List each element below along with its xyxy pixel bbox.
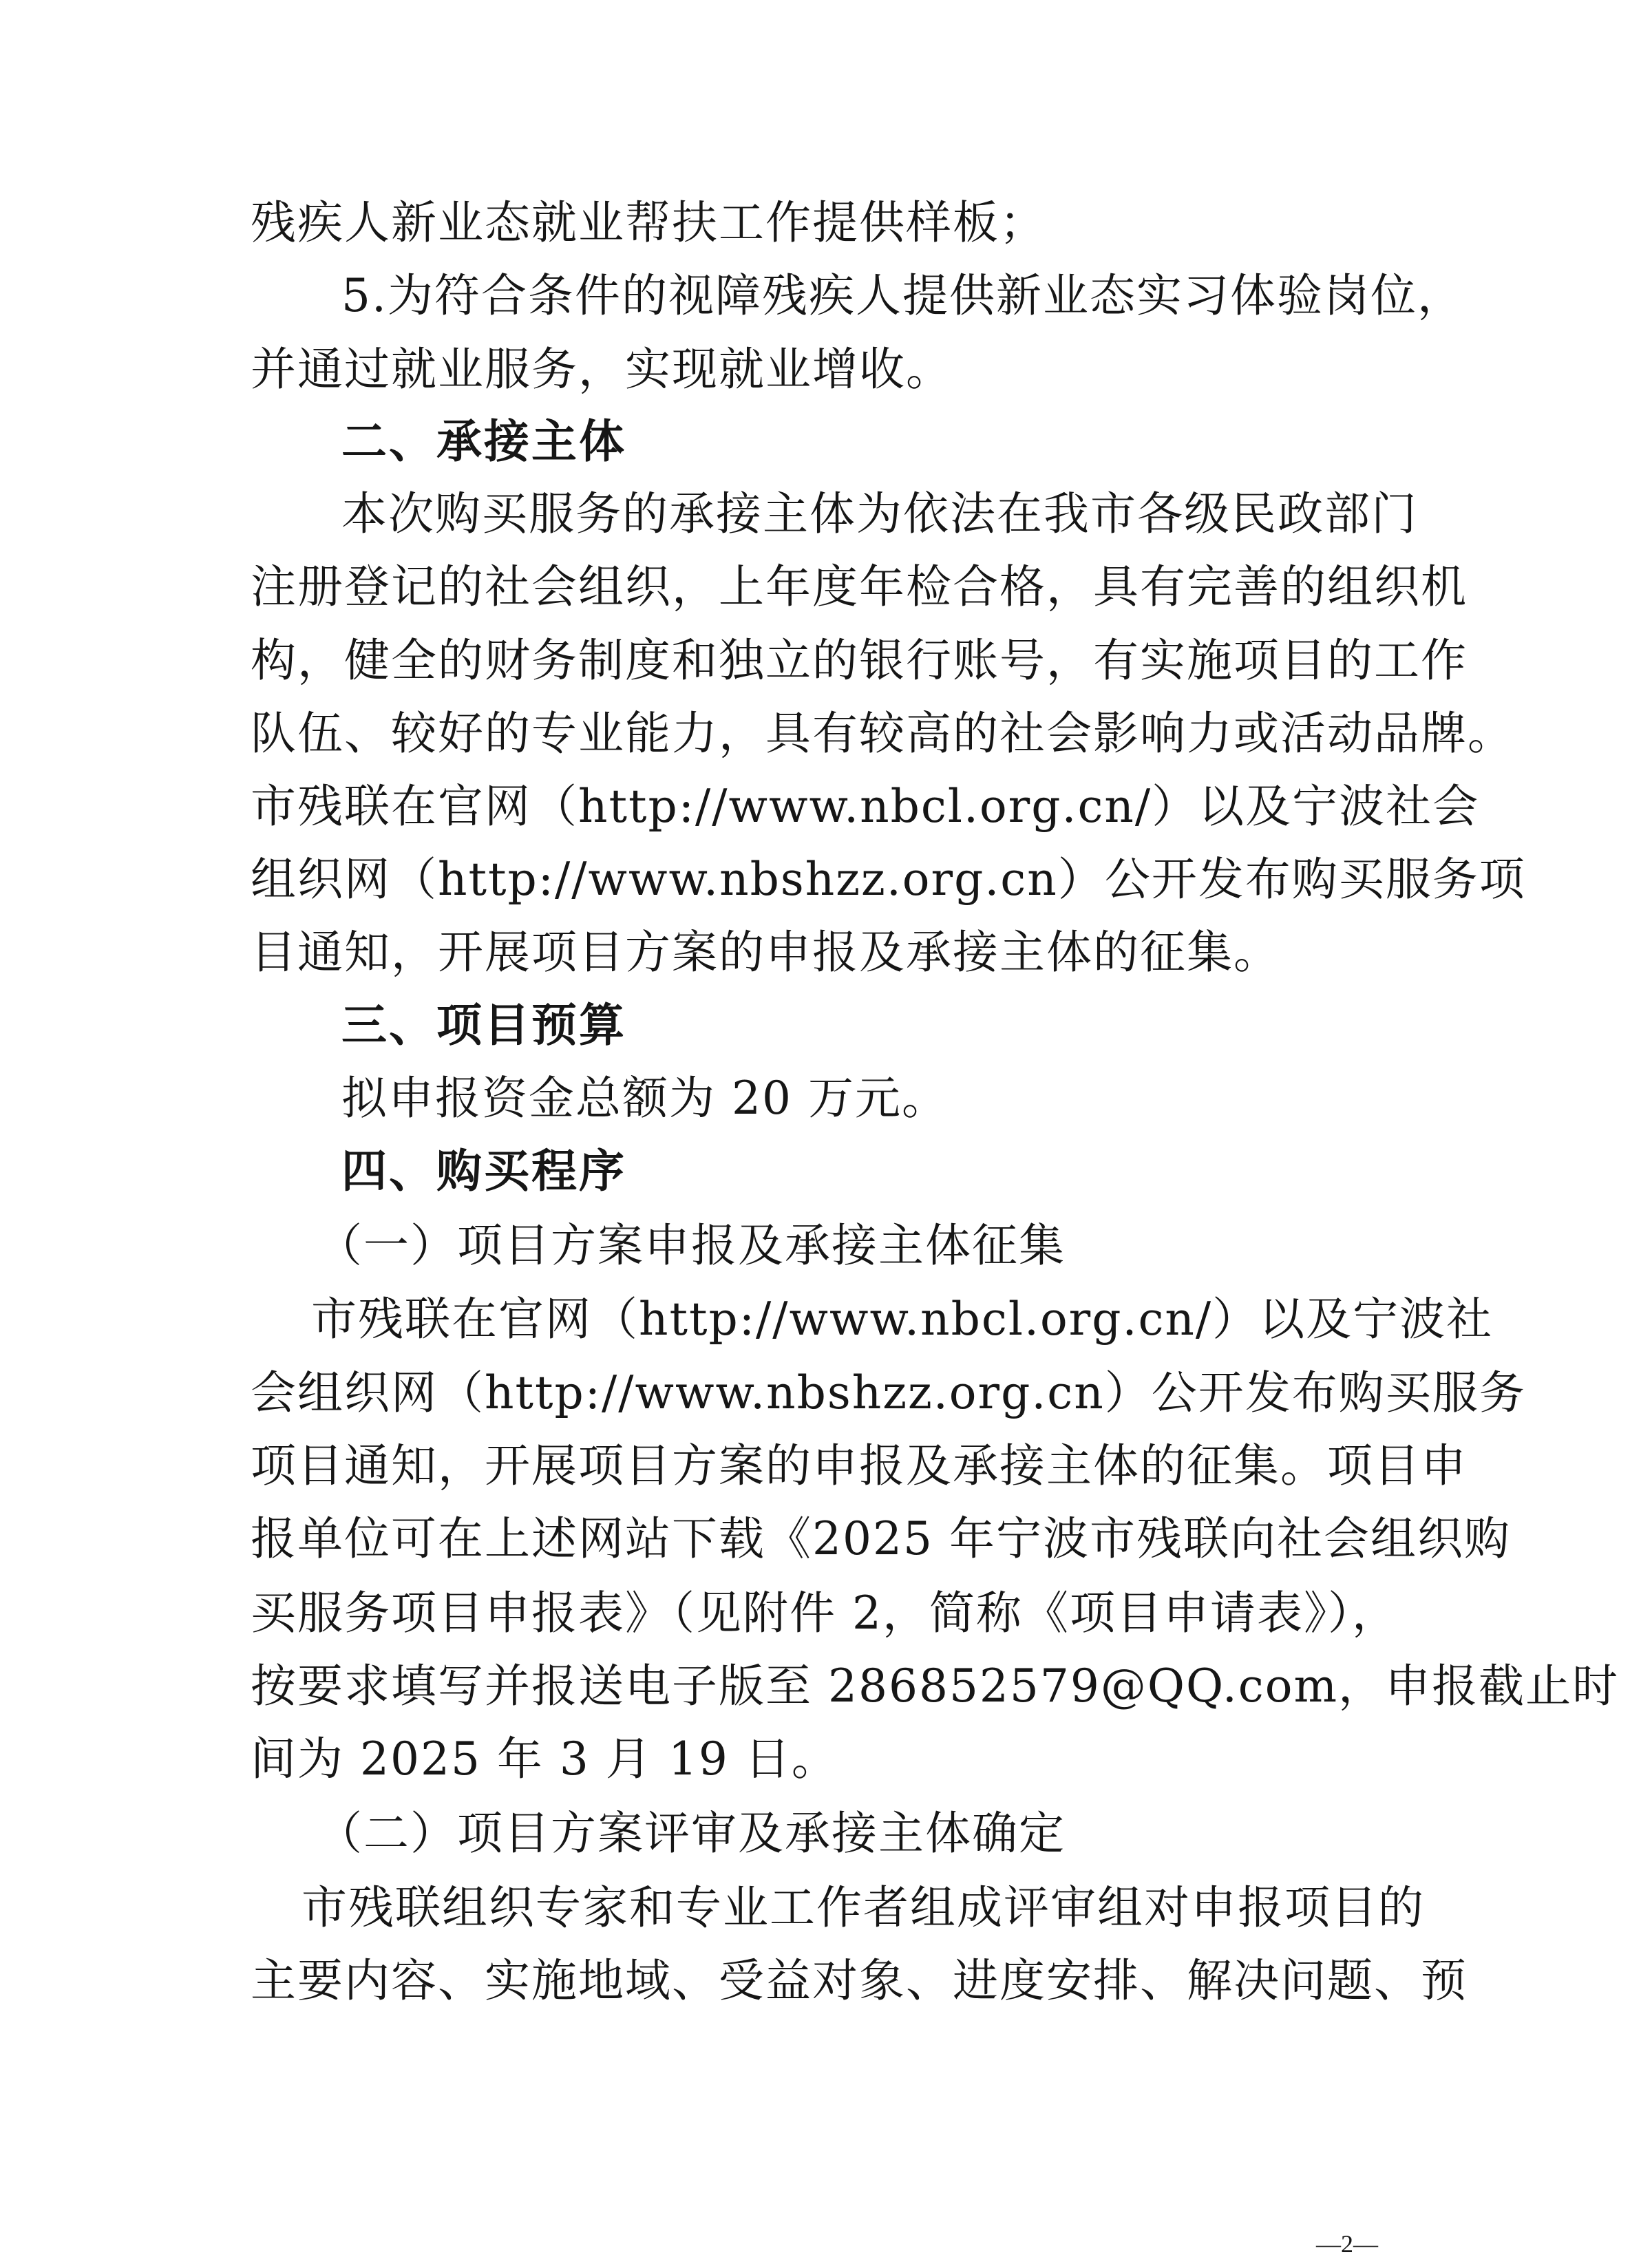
body-line-7: 构，健全的财务制度和独立的银行账号，有实施项目的工作: [251, 634, 1468, 687]
body-line-25: 主要内容、实施地域、受益对象、进度安排、解决问题、预: [251, 1954, 1468, 2007]
body-line-1: 残疾人新业态就业帮扶工作提供样板；: [251, 196, 1046, 249]
body-line-21: 按要求填写并报送电子版至 286852579@QQ.com，申报截止时: [251, 1660, 1620, 1713]
section-heading-3: 三、项目预算: [341, 999, 626, 1052]
body-line-20: 买服务项目申报表》（见附件 2，简称《项目申请表》），: [251, 1587, 1399, 1640]
body-line-10: 组织网（http://www.nbshzz.org.cn）公开发布购买服务项: [251, 853, 1526, 906]
body-line-8: 队伍、较好的专业能力，具有较高的社会影响力或活动品牌。: [251, 707, 1514, 760]
body-line-13: 拟申报资金总额为 20 万元。: [341, 1072, 949, 1125]
body-line-2: 5.为符合条件的视障残疾人提供新业态实习体验岗位，: [341, 269, 1464, 322]
body-line-19: 报单位可在上述网站下载《2025 年宁波市残联向社会组织购: [251, 1512, 1511, 1565]
page-number: —2—: [1316, 2230, 1378, 2258]
body-line-9: 市残联在官网（http://www.nbcl.org.cn/）以及宁波社会: [251, 780, 1480, 833]
subsection-heading-2: （二）项目方案评审及承接主体确定: [317, 1807, 1066, 1860]
body-line-18: 项目通知，开展项目方案的申报及承接主体的征集。项目申: [251, 1439, 1468, 1492]
body-line-16: 市残联在官网（http://www.nbcl.org.cn/）以及宁波社: [311, 1293, 1494, 1346]
body-line-5: 本次购买服务的承接主体为依法在我市各级民政部门: [341, 487, 1418, 540]
section-heading-4: 四、购买程序: [341, 1145, 626, 1198]
body-line-17: 会组织网（http://www.nbshzz.org.cn）公开发布购买服务: [251, 1366, 1526, 1419]
body-line-24: 市残联组织专家和专业工作者组成评审组对申报项目的: [301, 1881, 1425, 1934]
body-line-6: 注册登记的社会组织，上年度年检合格，具有完善的组织机: [251, 560, 1468, 613]
section-heading-2: 二、承接主体: [341, 415, 626, 468]
body-line-22: 间为 2025 年 3 月 19 日。: [251, 1732, 838, 1785]
body-line-11: 目通知，开展项目方案的申报及承接主体的征集。: [251, 926, 1280, 979]
subsection-heading-1: （一）项目方案申报及承接主体征集: [317, 1219, 1066, 1272]
body-line-3: 并通过就业服务，实现就业增收。: [251, 343, 953, 396]
